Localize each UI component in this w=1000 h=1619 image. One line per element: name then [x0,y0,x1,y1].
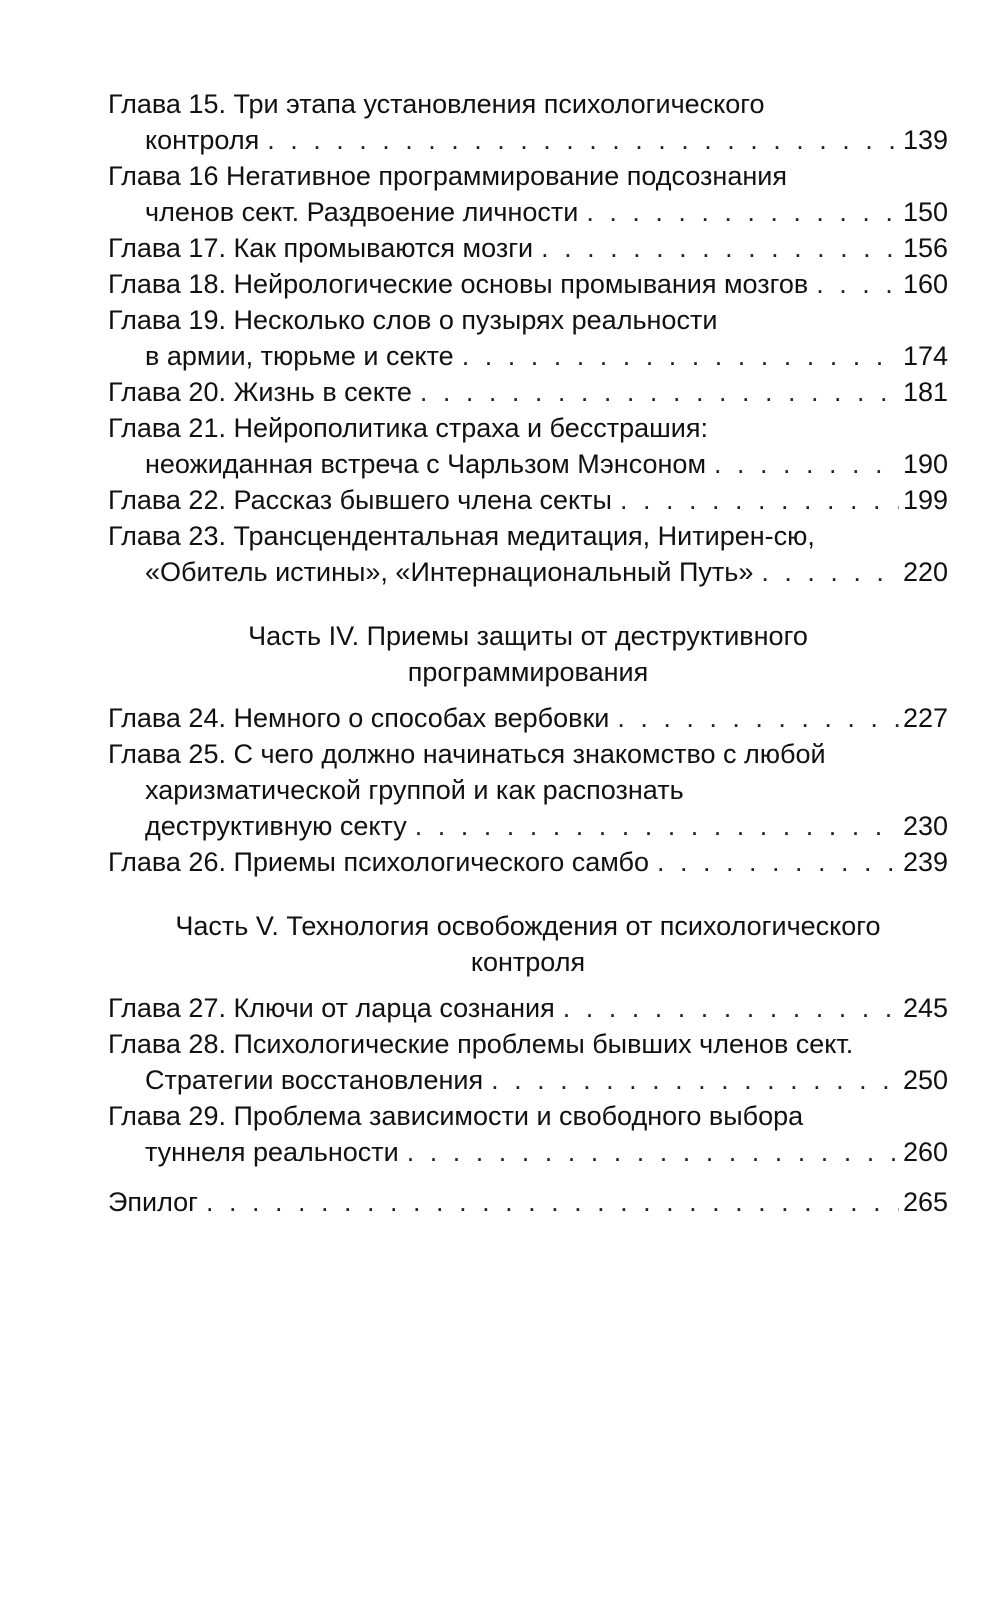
toc-entry-ch21-cont [108,446,948,482]
part-heading-line: контроля [470,947,586,977]
toc-entry-ch15-cont [108,122,948,158]
toc-entry-ch25-cont2 [108,808,948,844]
page-number: 160 [902,269,948,299]
page-number: 230 [902,811,948,841]
toc-entry-title: Глава 16 Негативное программирование подсознания [108,161,787,191]
leader-dots [462,338,899,374]
toc-entry-title: Стратегии восстановления [145,1065,484,1095]
toc-entry-ch22 [108,482,948,518]
leader-dots [267,122,899,158]
toc-entry-ch23-cont [108,554,948,590]
toc-entry-ch23 [108,518,948,554]
toc-entry-title: Глава 15. Три этапа установления психологического [108,89,765,119]
page-number: 190 [902,449,948,479]
leader-dots [206,1184,899,1220]
toc-entry-title: Глава 29. Проблема зависимости и свободного выбора [108,1101,804,1131]
page-number: 265 [902,1187,948,1217]
toc-entry-ch19 [108,302,948,338]
page-number: 260 [902,1137,948,1167]
toc-entry-ch24 [108,700,948,736]
toc-entry-ch28-cont [108,1062,948,1098]
toc-entry-title: Глава 25. С чего должно начинаться знакомство с любой [108,739,826,769]
part-heading-line: Часть V. Технология освобождения от психологического [175,911,881,941]
toc-entry-title: Глава 28. Психологические проблемы бывших членов сект. [108,1029,854,1059]
toc-entry-ch29 [108,1098,948,1134]
page-number: 139 [902,125,948,155]
page-number: 174 [902,341,948,371]
leader-dots [620,482,899,518]
toc-entry-ch29-cont [108,1134,948,1170]
toc-entry-ch26 [108,844,948,880]
toc-entry-title: харизматической группой и как распознать [145,775,684,805]
toc-entry-title: Глава 22. Рассказ бывшего члена секты [108,485,612,515]
toc-entry-ch25 [108,736,948,772]
leader-dots [541,230,899,266]
toc-entry-epilogue [108,1184,948,1220]
toc-entry-title: туннеля реальности [145,1137,399,1167]
toc-entry-title: Глава 20. Жизнь в секте [108,377,412,407]
page-number: 181 [902,377,948,407]
part-heading-4 [108,618,948,690]
toc-entry-ch25-cont [108,772,948,808]
toc-entry-ch28 [108,1026,948,1062]
toc-entry-ch19-cont [108,338,948,374]
toc-entry-ch18 [108,266,948,302]
table-of-contents [108,86,948,1220]
page-number: 245 [902,993,948,1023]
toc-entry-title: Глава 18. Нейрологические основы промывания мозгов [108,269,809,299]
page-number: 239 [902,847,948,877]
leader-dots [714,446,899,482]
toc-entry-title: Глава 24. Немного о способах вербовки [108,703,610,733]
leader-dots [420,374,899,410]
part-heading-line: Часть IV. Приемы защиты от деструктивного [248,621,808,651]
toc-entry-title: Глава 26. Приемы психологического самбо [108,847,650,877]
toc-entry-ch21 [108,410,948,446]
toc-entry-title: в армии, тюрьме и секте [145,341,454,371]
page-number: 227 [902,703,948,733]
leader-dots [563,990,899,1026]
toc-entry-title: Глава 21. Нейрополитика страха и бесстрашия: [108,413,708,443]
toc-entry-ch27 [108,990,948,1026]
toc-entry-title: Эпилог [108,1187,199,1217]
toc-entry-title: деструктивную секту [145,811,407,841]
toc-entry-ch16-cont [108,194,948,230]
leader-dots [761,554,899,590]
toc-entry-ch17 [108,230,948,266]
toc-entry-title: Глава 17. Как промываются мозги [108,233,534,263]
toc-entry-title: контроля [145,125,260,155]
leader-dots [586,194,899,230]
part-heading-5 [108,908,948,980]
page-number: 250 [902,1065,948,1095]
leader-dots [415,808,899,844]
leader-dots [816,266,899,302]
toc-entry-title: Глава 19. Несколько слов о пузырях реальности [108,305,718,335]
page-number: 220 [902,557,948,587]
leader-dots [407,1134,899,1170]
toc-entry-title: «Обитель истины», «Интернациональный Путь» [145,557,754,587]
leader-dots [491,1062,899,1098]
page-number: 199 [902,485,948,515]
toc-entry-title: Глава 27. Ключи от ларца сознания [108,993,555,1023]
toc-entry-ch20 [108,374,948,410]
toc-entry-ch15 [108,86,948,122]
toc-entry-ch16 [108,158,948,194]
toc-entry-title: неожиданная встреча с Чарльзом Мэнсоном [145,449,707,479]
toc-entry-title: Глава 23. Трансцендентальная медитация, Нитирен-сю, [108,521,815,551]
leader-dots [617,700,899,736]
toc-entry-title: членов сект. Раздвоение личности [145,197,579,227]
page-number: 150 [902,197,948,227]
leader-dots [657,844,899,880]
part-heading-line: программирования [407,657,649,687]
page-number: 156 [902,233,948,263]
